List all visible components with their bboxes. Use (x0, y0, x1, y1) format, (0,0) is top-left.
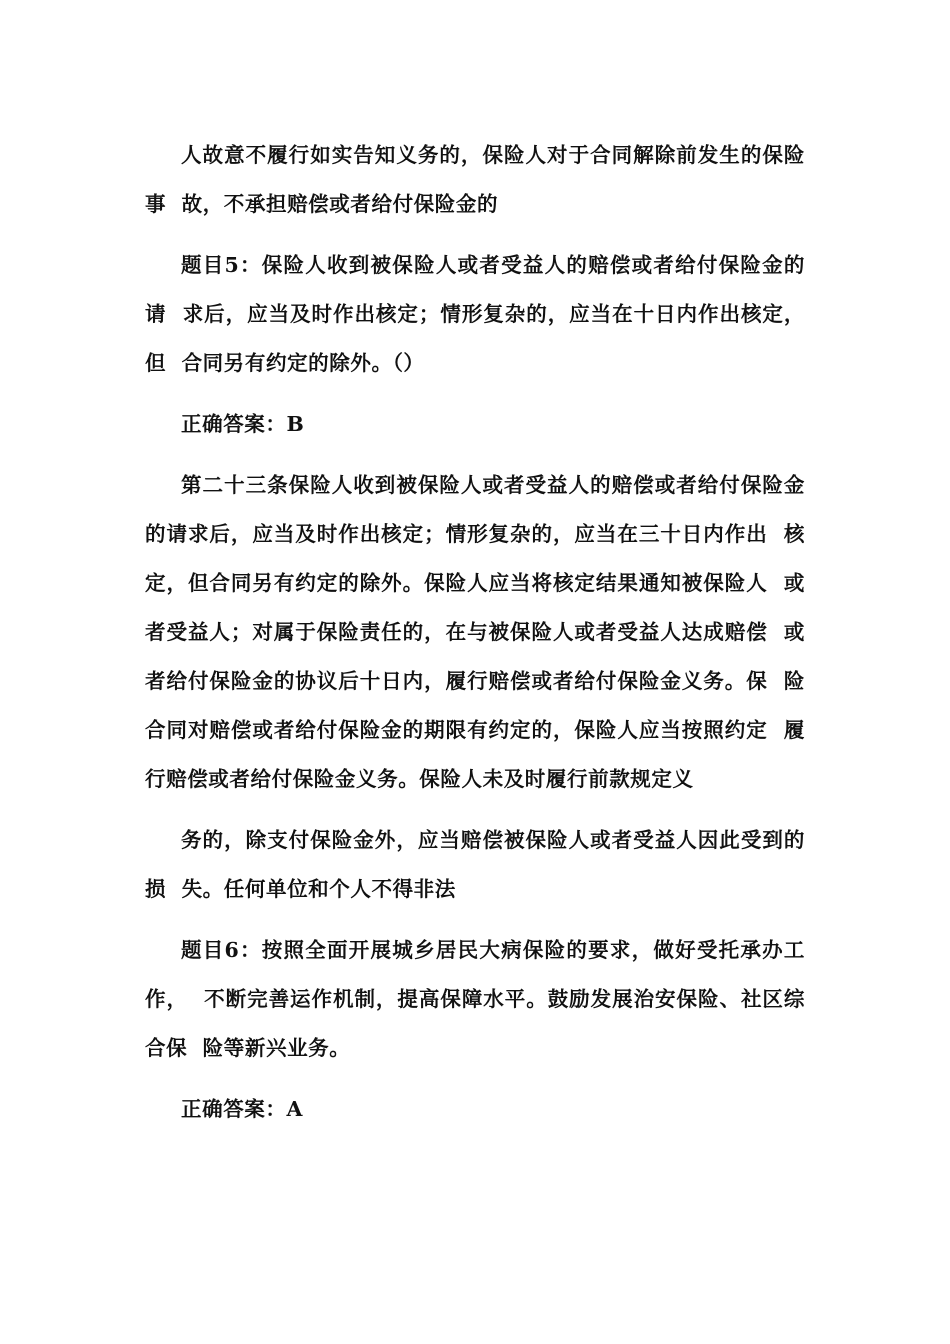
article-23-text: 第二十三条保险人收到被保险人或者受益人的赔偿或者给付保险金的请求后，应当及时作出核定；情形复杂的，应当在三十日内作出 核定，但合同另有约定的除外。保险人应当将核定结果通知被保险人 或者受益人；对属于保险责任的，在与被保险人或者受益人达成赔偿 或者给付保险金的协议后十日内，履行赔偿或者给付保险金义务。保 险合同对赔偿或者给付保险金的期限有约定的，保险人应当按照约定 履行赔偿或者给付保险金义务。保险人未及时履行前款规定义 (145, 473, 805, 791)
document-body (145, 131, 805, 1146)
article-23-continued: 务的，除支付保险金外，应当赔偿被保险人或者受益人因此受到的损 失。任何单位和个人不得非法 (145, 828, 805, 901)
question-6: 题目6：按照全面开展城乡居民大病保险的要求，做好受托承办工作， 不断完善运作机制，提高保障水平。鼓励发展治安保险、社区综合保 险等新兴业务。 (145, 938, 805, 1060)
answer-6: 正确答案：A (181, 1097, 304, 1121)
question-5: 题目5：保险人收到被保险人或者受益人的赔偿或者给付保险金的请 求后，应当及时作出核定；情形复杂的，应当在十日内作出核定，但 合同另有约定的除外。（） (145, 253, 805, 375)
paragraph-disclosure-clause: 人故意不履行如实告知义务的，保险人对于合同解除前发生的保险事 故，不承担赔偿或者给付保险金的 (145, 143, 805, 216)
answer-5: 正确答案：B (181, 412, 305, 436)
